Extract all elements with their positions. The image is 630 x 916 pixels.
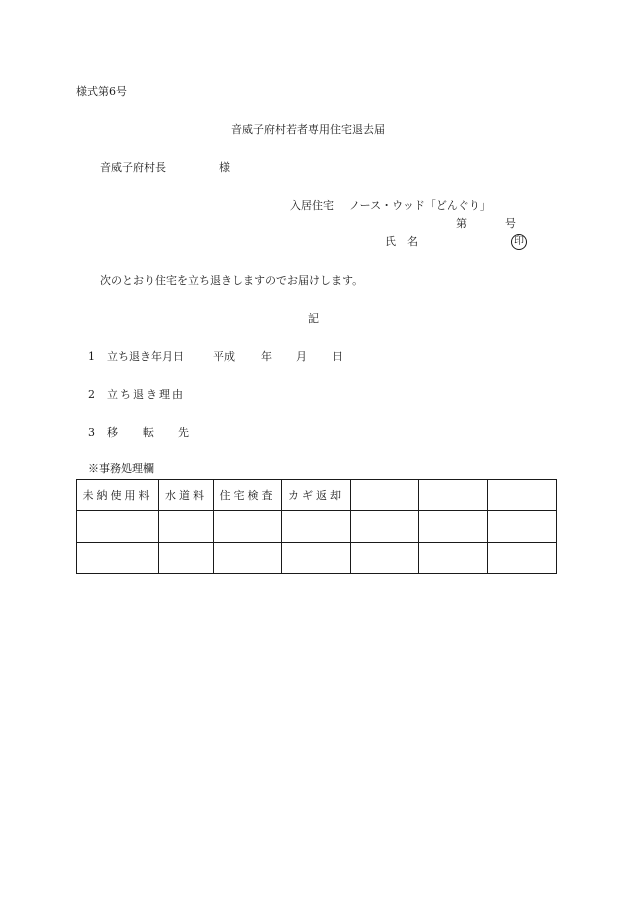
addressee-name: 音威子府村長 [100, 161, 166, 174]
addressee-honorific: 様 [219, 161, 230, 174]
table-cell [419, 542, 488, 573]
table-cell [77, 511, 159, 542]
seal-mark: 印 [511, 234, 527, 250]
column-key-return: カギ返却 [282, 480, 351, 511]
name-label-1: 氏 [385, 235, 396, 248]
item-3-number: 3 [88, 426, 95, 439]
table-cell [159, 542, 214, 573]
body-text: 次のとおり住宅を立ち退きしますのでお届けします。 [100, 274, 364, 287]
table-cell [282, 542, 351, 573]
residence-name: ノース・ウッド「どんぐり」 [349, 199, 491, 212]
item-3-label-1: 移 [107, 426, 118, 439]
item-3-label-2: 転 [143, 426, 154, 439]
ki-heading: 記 [308, 312, 319, 325]
number-suffix: 号 [505, 217, 516, 230]
item-2-label: 立ち退き理由 [107, 388, 185, 401]
table-cell [77, 542, 159, 573]
office-use-table [76, 479, 557, 574]
item-1-year: 年 [261, 350, 272, 363]
number-prefix: 第 [456, 217, 467, 230]
item-2-number: 2 [88, 388, 95, 401]
column-blank [351, 480, 419, 511]
table-cell [488, 542, 557, 573]
table-cell [214, 542, 282, 573]
item-3-label-3: 先 [178, 426, 189, 439]
column-unpaid-rent: 未納使用料 [77, 480, 159, 511]
office-use-row [77, 542, 557, 573]
column-blank [419, 480, 488, 511]
residence-label: 入居住宅 [290, 199, 334, 212]
item-1-month: 月 [296, 350, 307, 363]
office-use-header-row [77, 480, 557, 511]
table-cell [159, 511, 214, 542]
table-cell [488, 511, 557, 542]
table-cell [351, 511, 419, 542]
item-1-era: 平成 [213, 350, 235, 363]
table-cell [351, 542, 419, 573]
item-1-day: 日 [332, 350, 343, 363]
form-number: 様式第6号 [76, 85, 127, 98]
document-title: 音威子府村若者専用住宅退去届 [231, 123, 385, 136]
office-use-heading: ※事務処理欄 [88, 462, 154, 475]
name-label-2: 名 [407, 235, 418, 248]
column-blank [488, 480, 557, 511]
item-1-number: 1 [88, 350, 95, 363]
column-house-inspection: 住宅検査 [214, 480, 282, 511]
table-cell [419, 511, 488, 542]
column-water-fee: 水道料 [159, 480, 214, 511]
table-cell [282, 511, 351, 542]
table-cell [214, 511, 282, 542]
office-use-row [77, 511, 557, 542]
item-1-label: 立ち退き年月日 [107, 350, 184, 363]
